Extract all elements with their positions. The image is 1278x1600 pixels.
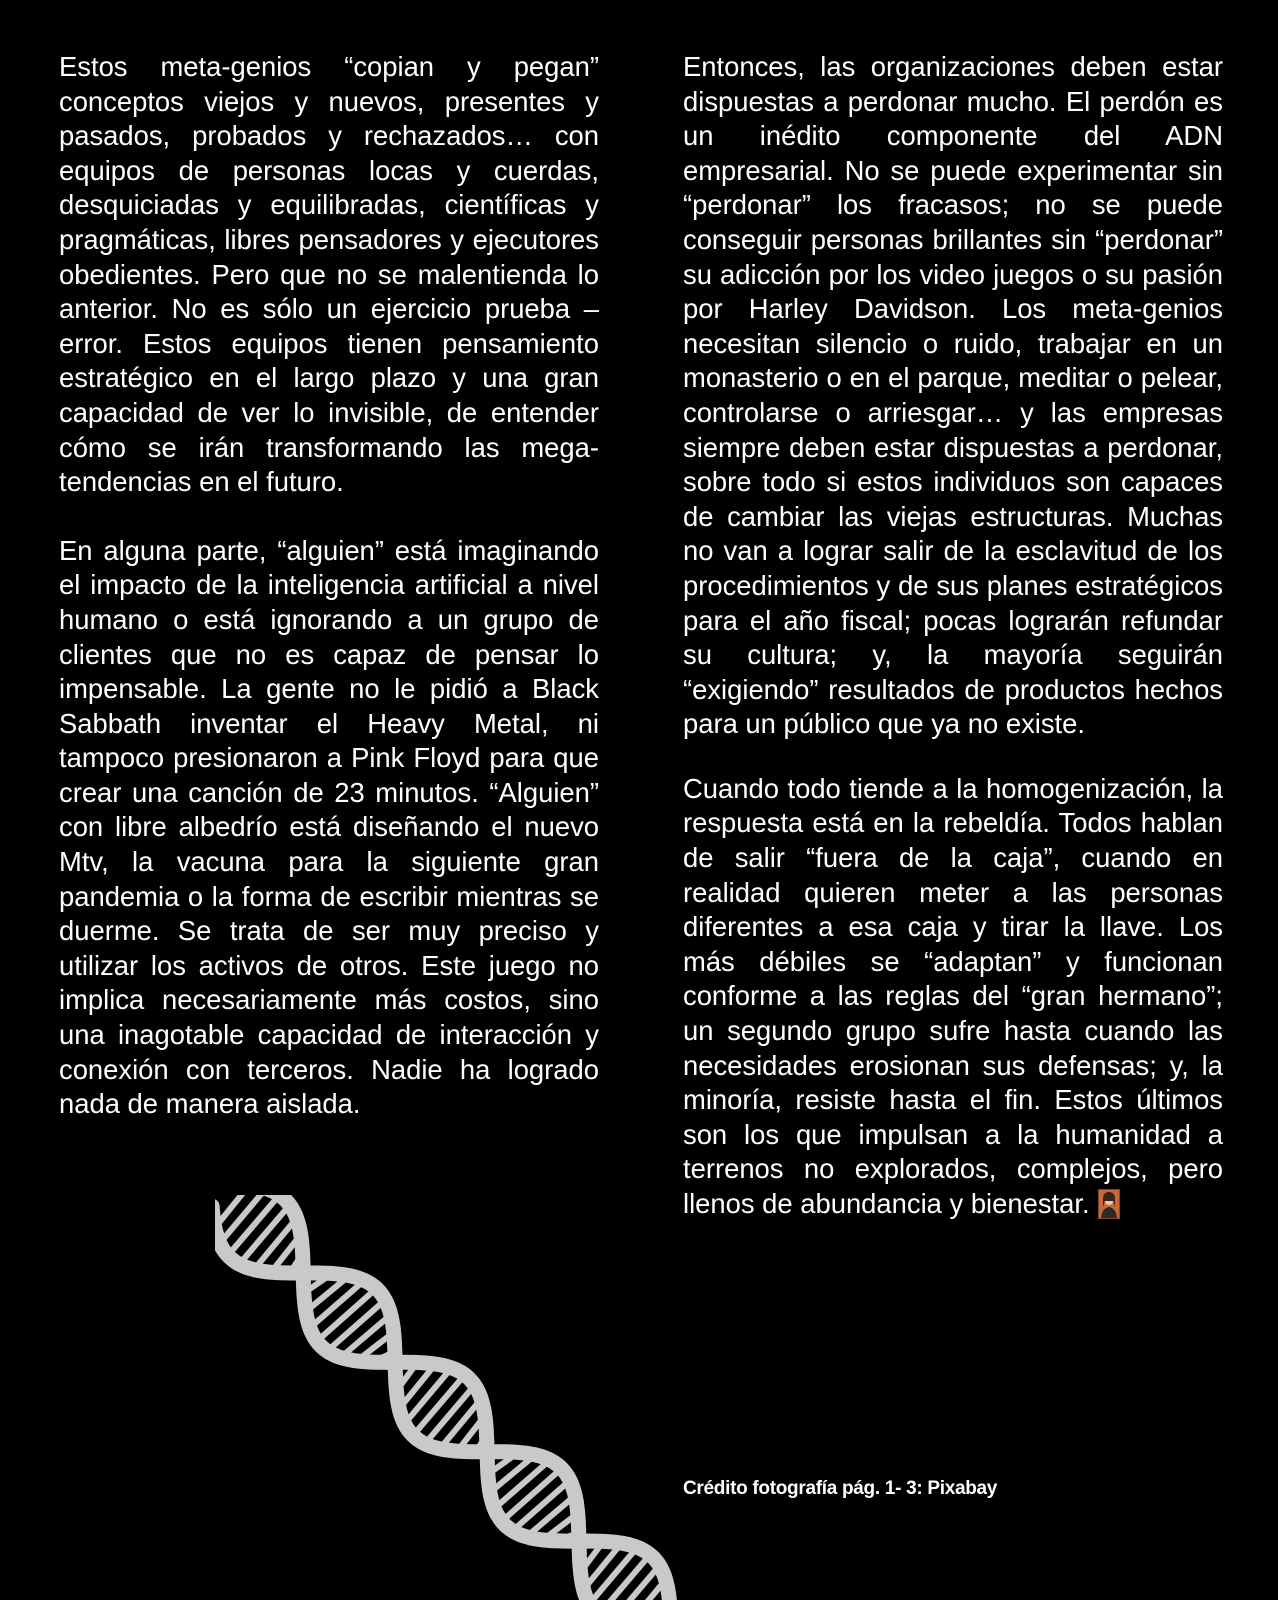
- right-column: [683, 50, 1223, 1222]
- paragraph: Entonces, las organizaciones deben estar dispuestas a perdonar mucho. El perdón es un inédito componente del ADN empresarial. No se puede experimentar sin “perdonar” los fracasos; no se puede conseguir personas brillantes sin “perdonar” su adicción por los video juegos o su pasión por Harley Davidson. Los meta-genios necesitan silencio o ruido, trabajar en un monasterio o en el parque, meditar o pelear, controlarse o arriesgar… y las empresas siempre deben estar dispuestas a perdonar, sobre todo si estos individuos son capaces de cambiar las viejas estructuras. Muchas no van a lograr salir de la esclavitud de los procedimientos y de sus planes estratégicos para el año fiscal; pocas lograrán refundar su cultura; y, la mayoría seguirán “exigiendo” resultados de productos hechos para un público que ya no existe.: [683, 51, 1223, 740]
- dna-rung: [491, 1458, 532, 1492]
- paragraph-text: Cuando todo tiende a la homogenización, la respuesta está en la rebeldía. Todos hablan de salir “fuera de la caja”, cuando en realidad quieren meter a las personas diferentes a esa caja y tirar la llave. Los más débiles se “adaptan” y funcionan conforme a las reglas del “gran hermano”; un segundo grupo sufre hasta cuando las necesidades erosionan sus defensas; y, la minoría, resiste hasta el fin. Estos últimos son los que impulsan a la humanidad a terrenos no explorados, complejos, pero llenos de abundancia y bienestar.: [683, 772, 1223, 1219]
- paragraph: En alguna parte, “alguien” está imaginando el impacto de la inteligencia artificial a nivel humano o está ignorando a un grupo de clientes que no es capaz de pensar lo impensable. La gente no le pidió a Black Sabbath inventar el Heavy Metal, ni tampoco presionaron a Pink Floyd para que crear una canción de 23 minutos. “Alguien” con libre albedrío está diseñando el nuevo Mtv, la vacuna para la siguiente gran pandemia o la forma de escribir mientras se duerme. Se trata de ser muy preciso y utilizar los activos de otros. Este juego no implica necesariamente más costos, sino una inagotable capacidad de interacción y conexión con terceros. Nadie ha logrado nada de manera aislada.: [59, 534, 599, 1120]
- paragraph: Estos meta-genios “copian y pegan” conceptos viejos y nuevos, presentes y pasados, probados y rechazados… con equipos de personas locas y cuerdas, desquiciadas y equilibradas, científicas y pragmáticas, libres pensadores y ejecutores obedientes. Pero que no se malentienda lo anterior. No es sólo un ejercicio prueba – error. Estos equipos tienen pensamiento estratégico en el largo plazo y una gran capacidad de ver lo invisible, de entender cómo se irán transformando las mega-tendencias en el futuro.: [59, 51, 599, 498]
- paragraph: [683, 772, 1223, 1222]
- left-column: [59, 50, 599, 1122]
- dna-rung: [344, 1316, 390, 1355]
- dna-rung: [530, 1496, 574, 1534]
- photo-credit: Crédito fotografía pág. 1- 3: Pixabay: [683, 1478, 998, 1499]
- author-portrait-icon: [1098, 1189, 1120, 1219]
- dna-helix-icon: [215, 1195, 695, 1600]
